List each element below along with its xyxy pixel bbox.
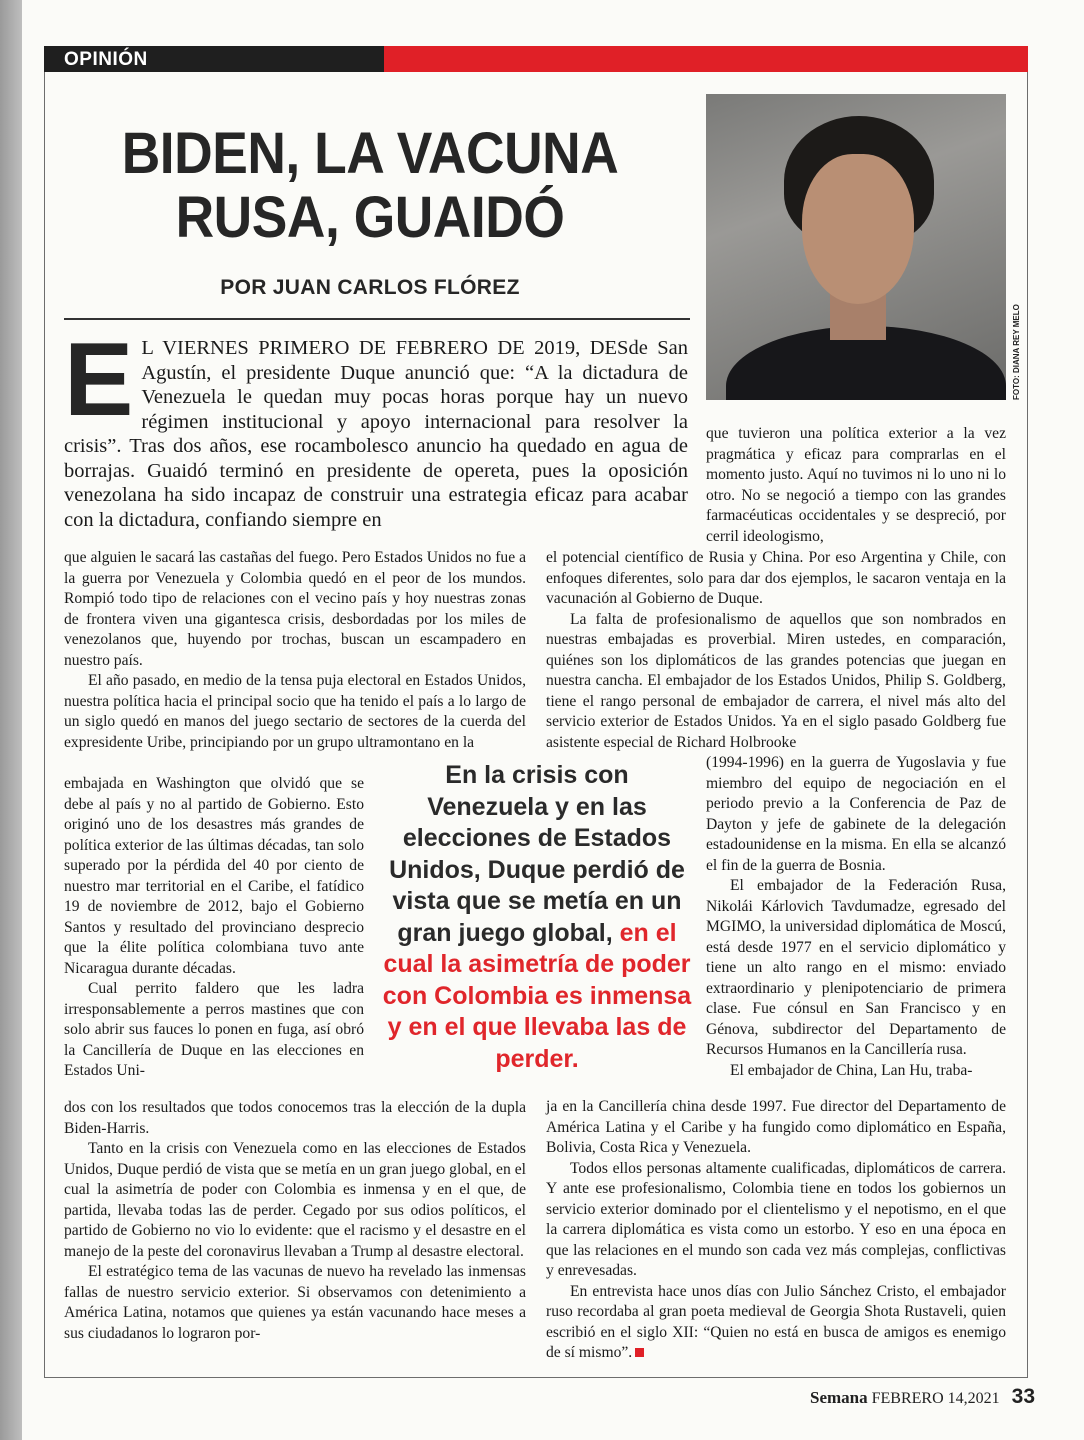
paragraph: El estratégico tema de las vacunas de nuevo ha revelado las inmensas fallas de nuestro servicio exterior. Si observamos con detenimiento a América Latina, notamos que quienes ya están vacunando hace meses a sus ciudadanos lo lograron por- — [64, 1263, 526, 1342]
paragraph: ja en la Cancillería china desde 1997. Fue director del Departamento de América Latina y el Caribe y ha fungido como diplomático en España, Bolivia, Costa Rica y Venezuela. — [546, 1098, 1006, 1156]
paragraph: El año pasado, en medio de la tensa puja electoral en Estados Unidos, nuestra política hacia el principal socio que ha tenido el país a lo largo de un siglo quedó en manos del juego sectario de sectores de la cuerda del expresidente Uribe, principiando por un grupo ultramontano en la — [64, 672, 526, 751]
section-bar-accent — [384, 46, 1028, 72]
end-mark-icon — [635, 1348, 644, 1357]
paragraph: que alguien le sacará las castañas del fuego. Pero Estados Unidos no fue a la guerra por Venezuela y Colombia quedó en el peor de los mundos. Rompió todo tipo de relaciones con el vecino país y hoy nuestras zonas de frontera viven una gigantesca crisis, desbordadas por los miles de venezolanos que, huyendo por trochas, buscan un escampadero en nuestro país. — [64, 549, 526, 669]
paragraph: (1994-1996) en la guerra de Yugoslavia y fue miembro del equipo de negociación en el periodo previo a la Conferencia de Paz de Dayton y jefe de gabinete de la delegación estadounidense en la misma. En ella se alcanzó el fin de la guerra de Bosnia. — [706, 754, 1006, 874]
column-left-top — [64, 548, 526, 753]
paragraph: El embajador de China, Lan Hu, traba- — [730, 1061, 973, 1079]
headline: BIDEN, LA VACUNA RUSA, GUAIDÓ — [121, 121, 619, 250]
paragraph: En entrevista hace unos días con Julio Sánchez Cristo, el embajador ruso recordaba al gran poeta medieval de Georgia Shota Rustaveli, quien escribió en el siglo XII: “Quien no está en busca de amigos es enemigo de sí mismo”. — [546, 1282, 1006, 1361]
lead-paragraph — [64, 322, 688, 532]
issue-date: FEBRERO 14,2021 — [871, 1390, 1000, 1407]
paragraph: Todos ellos personas altamente cualificadas, diplomáticos de carrera. Y ante ese profesionalismo, Colombia tiene en todos los gobiernos un servicio exterior dominado por el clientelismo y el nepotismo, en el que la carrera diplomática es vista como un estorbo. Y eso en una época en que las relaciones en el mundo son cada vez más complejas, conflictivas y enrevesadas. — [546, 1159, 1006, 1279]
column-right-top — [706, 424, 1006, 547]
lead-text: L VIERNES PRIMERO DE FEBRERO DE 2019, DESde San Agustín, el presidente Duque anunció que: “A la dictadura de Venezuela le quedan muy pocas horas porque hay un nuevo régimen institucional y apoyo internacional para resolver la crisis”. Tras dos años, ese rocambolesco anuncio ha quedado en agua de borrajas. Guaidó terminó en presidente de opereta, pues la oposición venezolana ha sido incapaz de construir una estrategia eficaz para acabar con la dictadura, confiando siempre en — [64, 337, 688, 531]
paragraph: La falta de profesionalismo de aquellos que son nombrados en nuestras embajadas es proverbial. Miren ustedes, en comparación, quiénes son los diplomáticos de las grandes potencias que juegan en nuestra cancha. El embajador de los Estados Unidos, Philip S. Goldberg, tiene el rango personal de embajador de carrera, el nivel más alto del servicio exterior de Estados Unidos. Ya en el siglo pasado Goldberg fue asistente especial de Richard Holbrooke — [546, 610, 1006, 751]
column-right-wide — [546, 548, 1006, 753]
paragraph: embajada en Washington que olvidó que se debe al país y no al partido de Gobierno. Esto originó uno de los desastres más grandes de política exterior de las últimas décadas, tan solo superado por la pérdida del 40 por ciento de nuestro mar territorial en el Caribe, el fatídico 19 de noviembre de 2012, bajo el Gobierno Santos y resultado del provinciano desprecio que la élite política colombiana tuvo ante Nicaragua durante décadas. — [64, 775, 364, 977]
photo-credit: FOTO: DIANA REY MELO — [1012, 304, 1021, 400]
pull-quote-dark: En la crisis con Venezuela y en las elecciones de Estados Unidos, Duque perdió de vista que se metía en un gran juego global, — [389, 761, 685, 947]
page-number: 33 — [1011, 1385, 1035, 1408]
paragraph: El embajador de la Federación Rusa, Nikolái Kárlovich Tavdumadze, egresado del MGIMO, la universidad diplomática de Moscú, está desde 1977 en el servicio diplomático y tiene un alto rango en el mismo: enviado extraordinario y plenipotenciario de primera clase. Fue cónsul en San Francisco y en Génova, subdirector del Departamento de Recursos Humanos en la Cancillería rusa. — [706, 877, 1006, 1058]
byline: POR JUAN CARLOS FLÓREZ — [220, 276, 520, 299]
author-photo — [706, 94, 1006, 400]
page-footer — [810, 1385, 1035, 1409]
column-right-narrow — [706, 753, 1006, 1081]
column-left-bottom — [64, 1098, 526, 1344]
paragraph: Tanto en la crisis con Venezuela como en las elecciones de Estados Unidos, Duque perdió de vista que se metía en un gran juego global, en el cual la asimetría de poder con Colombia es inmensa y en el que, de partida, llevaba todas las de perder. Cegado por sus odios políticos, el partido de Gobierno no vio lo evidente: que el racismo y el desastre en el manejo de la peste del coronavirus llevaban a Trump al desastre electoral. — [64, 1140, 526, 1260]
pull-quote — [382, 760, 692, 1075]
section-label: OPINIÓN — [44, 46, 384, 72]
paragraph: dos con los resultados que todos conocemos tras la elección de la dupla Biden-Harris. — [64, 1099, 526, 1137]
paragraph: que tuvieron una política exterior a la vez pragmática y eficaz para comprarlas en el momento justo. Aquí no tuvimos ni lo uno ni lo otro. No se negoció a tiempo con las grandes farmacéuticas occidentales y se despreció, por cerril ideologismo, — [706, 425, 1006, 545]
paragraph: el potencial científico de Rusia y China. Por eso Argentina y Chile, con enfoques diferentes, solo para dar dos ejemplos, le sacaron ventaja en la vacunación al Gobierno de Duque. — [546, 549, 1006, 607]
column-left-narrow — [64, 774, 364, 1082]
pull-quote-red: en el cual la asimetría de poder con Colombia es inmensa y en el que llevaba las de perder. — [382, 918, 692, 1073]
headline-rule — [64, 318, 690, 320]
section-bar — [44, 46, 1028, 72]
paragraph: Cual perrito faldero que les ladra irresponsablemente a perros mastines que con solo abrir sus fauces lo ponen en fuga, así obró la Cancillería de Duque en las elecciones en Estados Uni- — [64, 980, 364, 1079]
drop-cap: E — [64, 322, 134, 438]
magazine-name: Semana — [810, 1388, 868, 1407]
column-right-bottom — [546, 1097, 1006, 1364]
